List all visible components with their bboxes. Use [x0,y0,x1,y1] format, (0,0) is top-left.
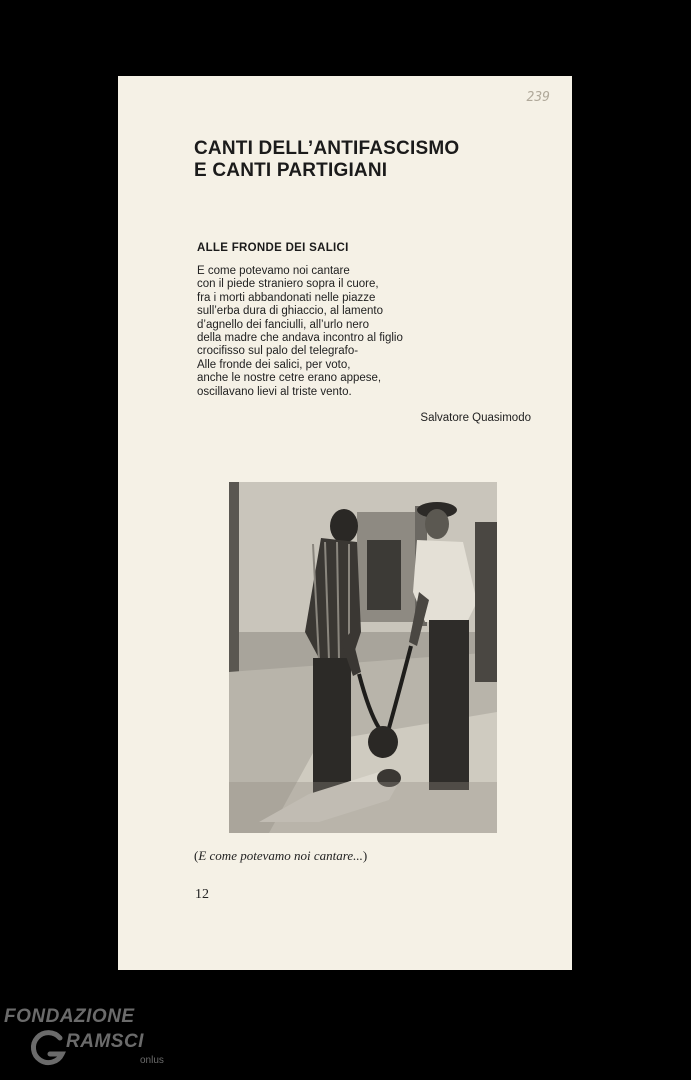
poem-line: con il piede straniero sopra il cuore, [197,278,379,291]
poem-line: fra i morti abbandonati nelle piazze [197,291,376,304]
logo-suffix: onlus [140,1055,164,1066]
poem-line: della madre che andava incontro al figlio [197,332,403,345]
document-page [118,76,572,970]
caption-open-paren: ( [194,848,199,863]
caption-close-paren: ) [362,848,368,863]
page-number: 12 [195,887,209,902]
photograph-illustration [229,482,497,833]
historical-photograph [229,482,497,833]
poem-line: Alle fronde dei salici, per voto, [197,358,351,371]
archive-number-annotation: 239 [526,90,550,105]
poem-line: oscillavano lievi al triste vento. [197,385,352,398]
poem-text [197,265,403,399]
poem-title: ALLE FRONDE DEI SALICI [197,242,349,254]
logo-word-remainder: RAMSCI [66,1031,144,1052]
caption-text: E come potevamo noi cantare... [198,848,363,863]
poem-line: crocifisso sul palo del telegrafo- [197,345,359,358]
poem-line: sull’erba dura di ghiaccio, al lamento [197,305,384,318]
page-title [194,138,459,182]
title-line-1: CANTI DELL’ANTIFASCISMO [194,138,460,159]
poem-line: d’agnello dei fanciulli, all’urlo nero [197,318,369,331]
fondazione-gramsci-logo [4,1006,174,1072]
title-line-2: E CANTI PARTIGIANI [194,160,388,181]
poem-line: E come potevamo noi cantare [197,265,350,277]
logo-g-mark-icon [30,1028,70,1068]
logo-line-1: FONDAZIONE [4,1006,135,1027]
photo-caption [194,848,367,864]
poem-author: Salvatore Quasimodo [420,412,531,424]
logo-line-2 [30,1028,170,1072]
poem-line: anche le nostre cetre erano appese, [197,372,382,385]
